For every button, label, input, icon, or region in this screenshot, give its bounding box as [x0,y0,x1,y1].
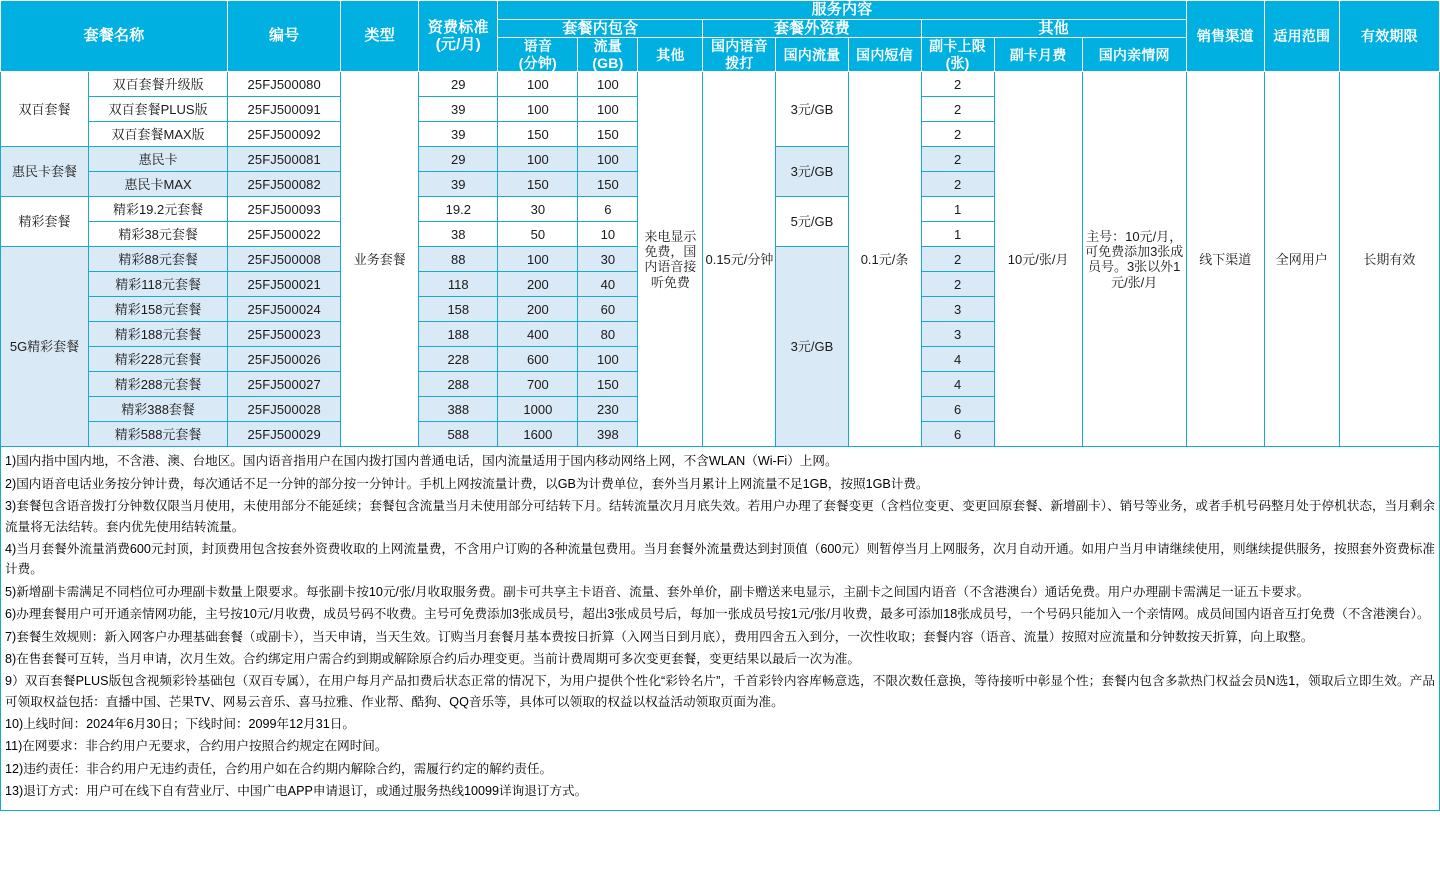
plan-name-cell: 精彩228元套餐 [89,347,228,372]
th-other-group: 其他 [921,19,1186,38]
th-domestic-sms: 国内短信 [848,38,921,72]
out-domestic-data-cell: 3元/GB [776,247,848,447]
th-fee-standard-line2: (元/月) [435,36,481,54]
plan-code-cell: 25FJ500022 [228,222,341,247]
included-data-cell: 100 [578,347,638,372]
fee-standard-cell: 39 [419,97,498,122]
plan-code-cell: 25FJ500080 [228,72,341,97]
plan-name-cell: 精彩88元套餐 [89,247,228,272]
plan-code-cell: 25FJ500081 [228,147,341,172]
footnote-item: 3)套餐包含语音拨打分钟数仅限当月使用，未使用部分不能延续；套餐包含流量当月未使用部分可结转下月。结转流量次月月底失效。若用户办理了套餐变更（含档位变更、变更回原套餐、新增副卡）、销号等业务，或者手机号码整月处于停机状态，当月剩余流量将无法结转。套内优先使用结转流量。 [5,499,1435,534]
th-voice-line2: (分钟) [518,54,557,71]
th-out-of-plan-group: 套餐外资费 [703,19,921,38]
included-data-cell: 150 [578,172,638,197]
th-included-group: 套餐内包含 [498,19,703,38]
th-sub-card-limit-line1: 副卡上限 [929,38,986,55]
sub-card-limit-cell: 2 [921,172,994,197]
plan-code-cell: 25FJ500092 [228,122,341,147]
fee-standard-cell: 39 [419,122,498,147]
included-voice-cell: 600 [498,347,578,372]
th-sub-card-limit-line2: (张) [945,54,970,71]
plan-type-cell: 业务套餐 [341,72,419,447]
th-domestic-voice-line1: 国内语音 [711,38,768,55]
included-data-cell: 80 [578,322,638,347]
plan-name-cell: 精彩188元套餐 [89,322,228,347]
sub-card-limit-cell: 2 [921,147,994,172]
plan-name-cell: 精彩588元套餐 [89,422,228,447]
th-validity: 有效期限 [1339,1,1439,72]
included-data-cell: 30 [578,247,638,272]
out-domestic-data-cell: 5元/GB [776,197,848,247]
included-voice-cell: 1600 [498,422,578,447]
plan-name-cell: 双百套餐升级版 [89,72,228,97]
plan-code-cell: 25FJ500024 [228,297,341,322]
sub-card-limit-cell: 1 [921,197,994,222]
included-data-cell: 6 [578,197,638,222]
plan-name-cell: 精彩158元套餐 [89,297,228,322]
sub-card-monthly-cell: 10元/张/月 [994,72,1082,447]
sub-card-limit-cell: 6 [921,422,994,447]
family-network-cell: 主号：10元/月，可免费添加3张成员号。3张以外1元/张/月 [1082,72,1186,447]
fee-standard-cell: 118 [419,272,498,297]
th-domestic-voice-line2: 拨打 [725,54,754,71]
table-body [1,72,1440,447]
sub-card-limit-cell: 3 [921,322,994,347]
included-data-cell: 10 [578,222,638,247]
footnotes-block [0,447,1440,810]
plan-name-cell: 精彩118元套餐 [89,272,228,297]
plan-code-cell: 25FJ500026 [228,347,341,372]
footnote-item: 8)在售套餐可互转，当月申请，次月生效。合约绑定用户需合约到期或解除原合约后办理变更。当前计费周期可多次变更套餐，变更结果以最后一次为准。 [5,651,860,666]
included-voice-cell: 150 [498,122,578,147]
plan-code-cell: 25FJ500091 [228,97,341,122]
th-data-line2: (GB) [592,54,624,71]
included-data-cell: 230 [578,397,638,422]
th-sub-card-monthly: 副卡月费 [994,38,1082,72]
included-data-cell: 398 [578,422,638,447]
plan-name-cell: 精彩288元套餐 [89,372,228,397]
included-voice-cell: 700 [498,372,578,397]
out-domestic-data-cell: 3元/GB [776,72,848,147]
table-row [1,72,1440,97]
footnote-item: 4)当月套餐外流量消费600元封顶，封顶费用包含按套外资费收取的上网流量费，不含用户订购的各种流量包费用。当月套餐外流量费达到封顶值（600元）则暂停当月上网服务，次月自动开通。如用户当月申请继续使用，则继续提供服务，按照套外资费标准计费。 [5,541,1435,577]
fee-standard-cell: 38 [419,222,498,247]
plan-name-cell: 精彩19.2元套餐 [89,197,228,222]
plan-name-cell: 双百套餐PLUS版 [89,97,228,122]
included-voice-cell: 150 [498,172,578,197]
scope-cell: 全网用户 [1264,72,1339,447]
th-fee-standard-line1: 资费标准 [427,18,489,36]
included-voice-cell: 100 [498,147,578,172]
included-voice-cell: 100 [498,247,578,272]
plan-group-cell: 精彩套餐 [1,197,89,247]
plan-code-cell: 25FJ500008 [228,247,341,272]
included-voice-cell: 200 [498,297,578,322]
th-domestic-voice [703,38,776,72]
footnote-item: 13)退订方式：用户可在线下自有营业厅、中国广电APP申请退订，或通过服务热线10099详询退订方式。 [5,784,588,799]
validity-cell: 长期有效 [1339,72,1439,447]
included-voice-cell: 50 [498,222,578,247]
th-voice [498,38,578,72]
included-data-cell: 40 [578,272,638,297]
included-voice-cell: 200 [498,272,578,297]
fee-standard-cell: 228 [419,347,498,372]
included-data-cell: 100 [578,72,638,97]
plan-name-cell: 惠民卡MAX [89,172,228,197]
th-data [578,38,638,72]
included-data-cell: 100 [578,147,638,172]
included-data-cell: 150 [578,122,638,147]
plan-name-cell: 惠民卡 [89,147,228,172]
th-service-content: 服务内容 [498,1,1186,20]
fee-standard-cell: 288 [419,372,498,397]
sub-card-limit-cell: 3 [921,297,994,322]
plan-name-cell: 精彩388套餐 [89,397,228,422]
th-domestic-data: 国内流量 [776,38,848,72]
fee-standard-cell: 19.2 [419,197,498,222]
included-voice-cell: 1000 [498,397,578,422]
sub-card-limit-cell: 2 [921,122,994,147]
included-voice-cell: 30 [498,197,578,222]
plan-name-cell: 双百套餐MAX版 [89,122,228,147]
th-family-network: 国内亲情网 [1082,38,1186,72]
fee-standard-cell: 188 [419,322,498,347]
plan-code-cell: 25FJ500093 [228,197,341,222]
plan-code-cell: 25FJ500082 [228,172,341,197]
footnote-item: 12)违约责任：非合约用户无违约责任，合约用户如在合约期内解除合约，需履行约定的解约责任。 [5,761,553,776]
plan-group-cell: 5G精彩套餐 [1,247,89,447]
fee-standard-cell: 88 [419,247,498,272]
included-other-cell: 来电显示免费，国内语音接听免费 [638,72,703,447]
out-domestic-voice-cell: 0.15元/分钟 [703,72,776,447]
fee-standard-cell: 388 [419,397,498,422]
footnote-item: 9）双百套餐PLUS版包含视频彩铃基础包（双百专属），在用户每月产品扣费后状态正常的情况下，为用户提供个性化“彩铃名片”，千首彩铃内容库畅意选，不限次数任意换，等待接听中彰显个性；套餐内包含多款热门权益会员N选1，领取后立即生效。产品可领取权益包括：直播中国、芒果TV、网易云音乐、喜马拉雅、作业帮、酷狗、QQ音乐等，具体可以领取的权益以权益活动领取页面为准。 [5,674,1435,709]
th-fee-standard [419,1,498,72]
sub-card-limit-cell: 6 [921,397,994,422]
th-sub-card-limit [921,38,994,72]
th-plan-name: 套餐名称 [1,1,228,72]
included-voice-cell: 400 [498,322,578,347]
fee-standard-cell: 29 [419,147,498,172]
th-sales-channel: 销售渠道 [1186,1,1264,72]
included-voice-cell: 100 [498,97,578,122]
plan-code-cell: 25FJ500028 [228,397,341,422]
sub-card-limit-cell: 2 [921,272,994,297]
sub-card-limit-cell: 2 [921,247,994,272]
th-other-included: 其他 [638,38,703,72]
included-data-cell: 100 [578,97,638,122]
plan-code-cell: 25FJ500029 [228,422,341,447]
plan-code-cell: 25FJ500021 [228,272,341,297]
fee-standard-cell: 588 [419,422,498,447]
included-voice-cell: 100 [498,72,578,97]
out-domestic-sms-cell: 0.1元/条 [848,72,921,447]
th-code: 编号 [228,1,341,72]
th-voice-line1: 语音 [523,38,553,55]
header-row-1 [1,1,1440,20]
footnote-item: 2)国内语音电话业务按分钟计费，每次通话不足一分钟的部分按一分钟计。手机上网按流量计费，以GB为计费单位，套外当月累计上网流量不足1GB，按照1GB计费。 [5,476,929,491]
plan-code-cell: 25FJ500023 [228,322,341,347]
th-data-line1: 流量 [593,38,623,55]
th-type: 类型 [341,1,419,72]
fee-standard-cell: 29 [419,72,498,97]
plan-name-cell: 精彩38元套餐 [89,222,228,247]
footnote-item: 7)套餐生效规则：新入网客户办理基础套餐（或副卡），当天申请，当天生效。订购当月套餐月基本费按日折算（入网当日到月底），费用四舍五入到分，一次性收取；套餐内容（语音、流量）按照对应流量和分钟数按天折算，向上取整。 [5,629,1314,644]
out-domestic-data-cell: 3元/GB [776,147,848,197]
plan-group-cell: 双百套餐 [1,72,89,147]
footnote-item: 6)办理套餐用户可开通亲情网功能，主号按10元/月收费，成员号码不收费。主号可免费添加3张成员号，超出3张成员号后，每加一张成员号按1元/张/月收费，最多可添加18张成员号，一个号码只能加入一个亲情网。成员间国内语音互打免费（不含港澳台）。 [5,607,1430,622]
footnote-item: 1)国内指中国内地，不含港、澳、台地区。国内语音指用户在国内拨打国内普通电话，国内流量适用于国内移动网络上网，不含WLAN（Wi-Fi）上网。 [5,454,838,469]
footnote-item: 10)上线时间：2024年6月30日；下线时间：2099年12月31日。 [5,717,355,732]
fee-standard-cell: 158 [419,297,498,322]
plan-code-cell: 25FJ500027 [228,372,341,397]
sub-card-limit-cell: 2 [921,72,994,97]
sub-card-limit-cell: 4 [921,347,994,372]
sub-card-limit-cell: 1 [921,222,994,247]
th-scope: 适用范围 [1264,1,1339,72]
table-header [1,1,1440,72]
sub-card-limit-cell: 2 [921,97,994,122]
plan-group-cell: 惠民卡套餐 [1,147,89,197]
fee-standard-cell: 39 [419,172,498,197]
sub-card-limit-cell: 4 [921,372,994,397]
footnote-item: 11)在网要求：非合约用户无要求，合约用户按照合约规定在网时间。 [5,739,388,754]
included-data-cell: 60 [578,297,638,322]
footnote-item: 5)新增副卡需满足不同档位可办理副卡数量上限要求。每张副卡按10元/张/月收取服务费。副卡可共享主卡语音、流量、套外单价，副卡赠送来电显示，主副卡之间国内语音（不含港澳台）通话免费。用户办理副卡需满足一证五卡要求。 [5,584,1310,599]
sales-channel-cell: 线下渠道 [1186,72,1264,447]
included-data-cell: 150 [578,372,638,397]
